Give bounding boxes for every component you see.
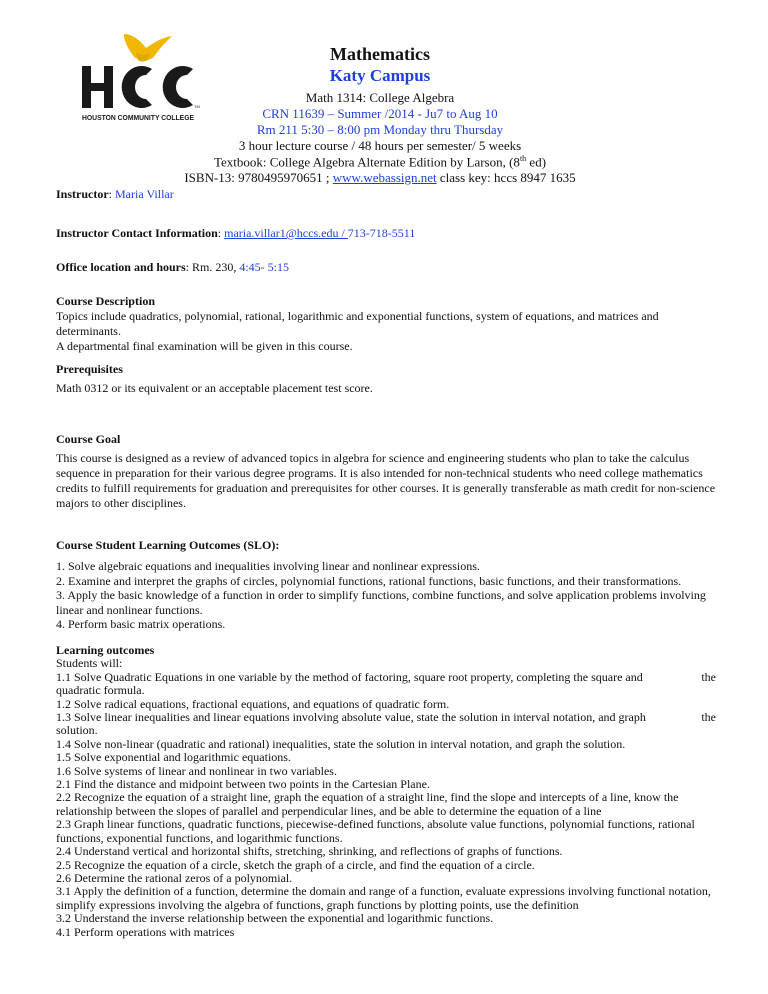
learning-outcome-item: 2.3 Graph linear functions, quadratic functions, piecewise-defined functions, absolute value functions, polynomial functions, rational (56, 817, 695, 832)
course-description-heading: Course Description (56, 294, 155, 308)
learning-outcome-item: 2.1 Find the distance and midpoint between two points in the Cartesian Plane. (56, 777, 430, 792)
learning-outcome-item: quadratic formula. (56, 683, 145, 698)
slo-item: linear and nonlinear functions. (56, 602, 203, 617)
contact-line (56, 226, 415, 241)
learning-outcome-item: 2.6 Determine the rational zeros of a polynomial. (56, 870, 293, 885)
line-tail: the (701, 710, 716, 725)
learning-outcome-item: 1.2 Solve radical equations, fractional equations, and equations of quadratic form. (56, 696, 450, 711)
slo-item: 4. Perform basic matrix operations. (56, 617, 226, 632)
slo-item: 2. Examine and interpret the graphs of circles, polynomial functions, rational functions, basic functions, and their transformations. (56, 573, 682, 588)
learning-outcome-item: 1.4 Solve non-linear (quadratic and rational) inequalities, state the solution in interval notation, and graph the solution. (56, 736, 626, 751)
learning-outcomes-intro: Students will: (56, 656, 123, 671)
course-name: Math 1314: College Algebra (305, 90, 455, 105)
learning-outcome-item: simplify expressions involving the algebra of functions, graph functions by plotting points, use the definition (56, 897, 579, 912)
course-description-line: Topics include quadratics, polynomial, rational, logarithmic and exponential functions, system of equations, and matrices and (56, 309, 659, 323)
slo-item: 3. Apply the basic knowledge of a function in order to simplify functions, combine functions, and solve application problems involving (56, 588, 706, 603)
course-goal-heading: Course Goal (56, 432, 121, 446)
office-room: : Rm. 230, (185, 260, 240, 274)
instructor-line (56, 187, 174, 202)
learning-outcome-item: relationship between the slopes of parallel and perpendicular lines, and be able to determine the equation of a line (56, 803, 602, 818)
learning-outcome-item: 1.5 Solve exponential and logarithmic equations. (56, 750, 291, 765)
outcome-text: 1.3 Solve linear inequalities and linear equations involving absolute value, state the solution in interval notation, and graph (56, 710, 646, 725)
contact-label: Instructor Contact Information (56, 226, 218, 240)
textbook-text: Textbook: College Algebra Alternate Edition by Larson, (8 (213, 154, 520, 170)
slo-item: 1. Solve algebraic equations and inequalities involving linear and nonlinear expressions. (56, 559, 480, 574)
learning-outcome-item: 2.2 Recognize the equation of a straight line, graph the equation of a straight line, find the slope and intercepts of a line, know the (56, 790, 679, 805)
office-line (56, 260, 289, 275)
page-title: Mathematics (330, 44, 430, 64)
outcome-text: 1.1 Solve Quadratic Equations in one variable by the method of factoring, square root property, completing the square and (56, 669, 643, 684)
prerequisites-section (56, 362, 716, 396)
webassign-link[interactable]: www.webassign.net (332, 170, 437, 185)
isbn-text: ISBN-13: 9780495970651 ; (184, 170, 333, 185)
course-description-line: determinants. (56, 324, 121, 338)
office-label: Office location and hours (56, 260, 186, 274)
class-key: class key: hccs 8947 1635 (436, 170, 576, 185)
learning-outcome-item: 2.5 Recognize the equation of a circle, sketch the graph of a circle, and find the equation of a circle. (56, 857, 535, 872)
course-goal-line: credits to fulfill requirements for graduation and prerequisites for other courses. It is generally transferable as math credit for non-science (56, 481, 716, 495)
learning-outcome-item (56, 711, 716, 724)
learning-outcome-item: functions, exponential functions, and logarithmic functions. (56, 830, 343, 845)
learning-outcome-item: 3.1 Apply the definition of a function, determine the domain and range of a function, evaluate expressions involving functional notation, (56, 884, 711, 899)
learning-outcomes-heading: Learning outcomes (56, 643, 155, 657)
course-description-line: A departmental final examination will be given in this course. (56, 339, 353, 353)
slo-heading: Course Student Learning Outcomes (SLO): (56, 538, 280, 552)
course-goal-line: majors to other disciplines. (56, 496, 186, 510)
prerequisites-text: Math 0312 or its equivalent or an acceptable placement test score. (56, 381, 373, 395)
learning-outcome-item: 1.6 Solve systems of linear and nonlinear in two variables. (56, 763, 337, 778)
course-goal-section (56, 432, 716, 511)
contact-sep: : (217, 226, 225, 240)
room-line: Rm 211 5:30 – 8:00 pm Monday thru Thursday (256, 122, 504, 137)
learning-outcome-item (56, 671, 716, 684)
logo-tagline: HOUSTON COMMUNITY COLLEGE (82, 113, 195, 122)
phone-number: 713-718-5511 (347, 226, 416, 240)
learning-outcome-item: 4.1 Perform operations with matrices (56, 924, 235, 939)
c-letter-icon (122, 66, 152, 108)
instructor-name: Maria Villar (115, 187, 174, 201)
h-letter-icon (82, 66, 113, 108)
instructor-sep: : (108, 187, 116, 201)
crn-line: CRN 11639 – Summer /2014 - Ju7 to Aug 10 (262, 106, 498, 121)
textbook-line (160, 154, 600, 170)
campus-title: Katy Campus (329, 66, 431, 85)
textbook-sup: th (519, 154, 527, 163)
hours-line: 3 hour lecture course / 48 hours per semester/ 5 weeks (238, 138, 522, 153)
learning-outcome-item: 3.2 Understand the inverse relationship between the exponential and logarithmic functions. (56, 911, 494, 926)
learning-outcomes-section (56, 644, 716, 939)
course-description-section (56, 294, 716, 354)
office-hours: 4:45- 5:15 (239, 260, 290, 274)
prerequisites-heading: Prerequisites (56, 362, 123, 376)
learning-outcome-item: solution. (56, 723, 98, 738)
email-link[interactable]: maria.villar1@hccs.edu / (224, 226, 348, 240)
slo-section (56, 538, 716, 631)
course-goal-line: sequence in preparation for their various degree programs. It is also intended for non-technical students who need college mathematics (56, 466, 703, 480)
course-goal-line: This course is designed as a review of advanced topics in algebra for science and engineering students who plan to take the calculus (56, 451, 690, 465)
instructor-label: Instructor (56, 187, 109, 201)
isbn-line (160, 170, 600, 186)
learning-outcome-item: 2.4 Understand vertical and horizontal shifts, stretching, shrinking, and reflections of graphs of functions. (56, 844, 563, 859)
textbook-post: ed) (526, 154, 547, 170)
line-tail: the (701, 669, 716, 684)
trademark-mark: TM (194, 104, 200, 109)
